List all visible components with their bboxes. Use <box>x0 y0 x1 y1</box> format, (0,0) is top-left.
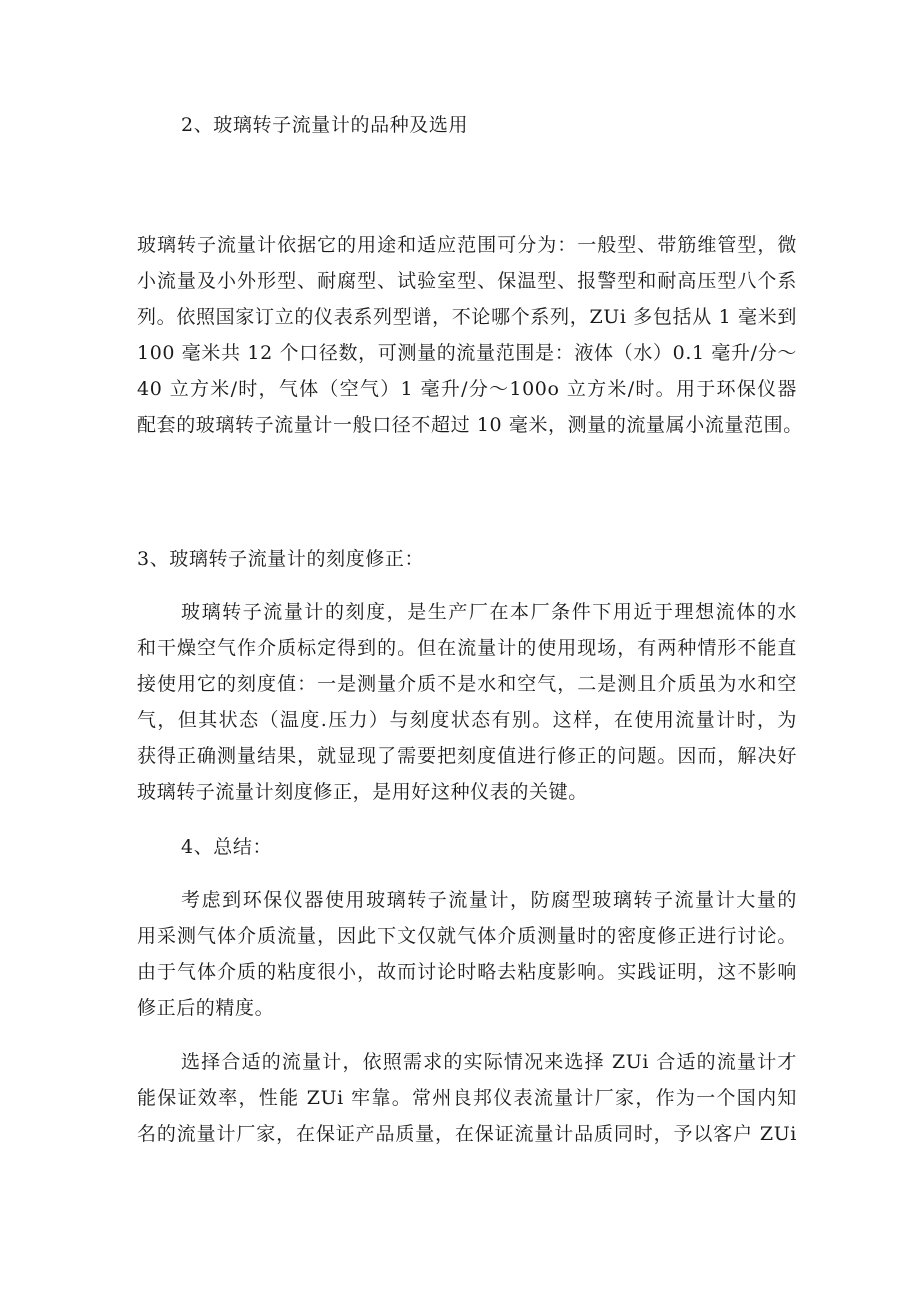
text-line: 玻璃转子流量计依据它的用途和适应范围可分为：一般型、带筋维管型，微 <box>137 234 797 256</box>
section-heading-4 <box>137 829 797 865</box>
text-line: 选择合适的流量计，依照需求的实际情况来选择 ZUi 合适的流量计才 <box>181 1051 797 1073</box>
paragraph-calibration <box>137 594 797 810</box>
paragraph-summary <box>137 882 797 1026</box>
text-line: 由于气体介质的粘度很小，故而讨论时略去粘度影响。实践证明，这不影响 <box>137 961 797 983</box>
text-line: 列。依照国家订立的仪表系列型谱，不论哪个系列，ZUi 多包括从 1 毫米到 <box>137 306 797 328</box>
text-line: 100 毫米共 12 个口径数，可测量的流量范围是：液体（水）0.1 毫升/分～ <box>137 342 797 364</box>
text-line: 接使用它的刻度值：一是测量介质不是水和空气，二是测且介质虽为水和空 <box>137 673 797 695</box>
text-line: 和干燥空气作介质标定得到的。但在流量计的使用现场，有两种情形不能直 <box>137 637 797 659</box>
section-heading-3 <box>137 541 797 577</box>
section-heading-2 <box>137 107 797 143</box>
heading-text: 3、玻璃转子流量计的刻度修正： <box>137 548 425 570</box>
heading-text: 2、玻璃转子流量计的品种及选用 <box>181 114 469 136</box>
text-line: 修正后的精度。 <box>137 997 275 1019</box>
text-line: 气，但其状态（温度.压力）与刻度状态有别。这样，在使用流量计时，为 <box>137 709 797 731</box>
text-line: 玻璃转子流量计刻度修正，是用好这种仪表的关键。 <box>137 781 588 803</box>
text-line: 名的流量计厂家，在保证产品质量，在保证流量计品质同时，予以客户 ZUi <box>137 1123 797 1145</box>
text-line: 获得正确测量结果，就显现了需要把刻度值进行修正的问题。因而，解决好 <box>137 745 797 767</box>
text-line: 40 立方米/时，气体（空气）1 毫升/分～100o 立方米/时。用于环保仪器 <box>137 378 797 400</box>
heading-text: 4、总结： <box>181 836 273 858</box>
paragraph-varieties <box>137 227 803 443</box>
paragraph-selection <box>137 1044 797 1152</box>
text-line: 小流量及小外形型、耐腐型、试验室型、保温型、报警型和耐高压型八个系 <box>137 270 797 292</box>
text-line: 考虑到环保仪器使用玻璃转子流量计，防腐型玻璃转子流量计大量的 <box>181 889 797 911</box>
text-line: 能保证效率，性能 ZUi 牢靠。常州良邦仪表流量计厂家，作为一个国内知 <box>137 1087 797 1109</box>
text-line: 用采测气体介质流量，因此下文仅就气体介质测量时的密度修正进行讨论。 <box>137 925 797 947</box>
text-line: 玻璃转子流量计的刻度，是生产厂在本厂条件下用近于理想流体的水 <box>181 601 797 623</box>
text-line: 配套的玻璃转子流量计一般口径不超过 10 毫米，测量的流量属小流量范围。 <box>137 414 803 436</box>
